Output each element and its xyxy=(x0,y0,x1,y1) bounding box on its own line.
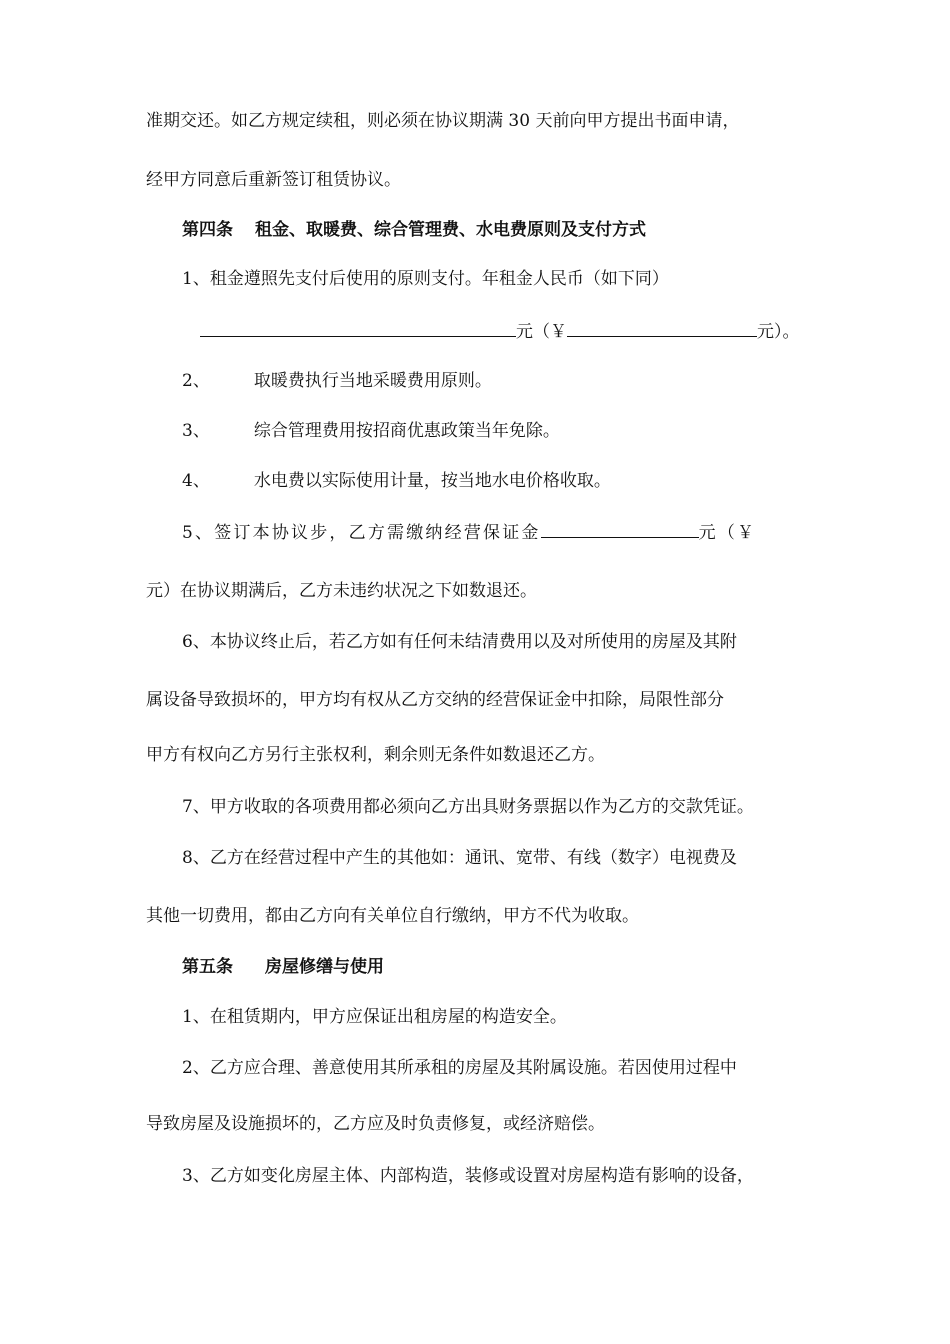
rent-amount-line xyxy=(200,320,800,343)
article-4-label: 第四条 xyxy=(182,220,233,240)
article-5-label: 第五条 xyxy=(182,957,233,977)
clause-4-3 xyxy=(182,420,560,442)
clause-4-6: 6、本协议终止后，若乙方如有任何未结清费用以及对所使用的房屋及其附 xyxy=(182,632,737,652)
body-line: 导致房屋及设施损坏的，乙方应及时负责修复，或经济赔偿。 xyxy=(146,1114,605,1134)
body-line: 元）在协议期满后，乙方未违约状况之下如数退还。 xyxy=(146,581,537,601)
body-line: 甲方有权向乙方另行主张权利，剩余则无条件如数退还乙方。 xyxy=(146,745,605,765)
clause-4-2 xyxy=(182,370,492,392)
rent-amount-close: 元）。 xyxy=(757,322,800,342)
deposit-amount-blank[interactable] xyxy=(541,521,699,538)
clause-4-8: 8、乙方在经营过程中产生的其他如：通讯、宽带、有线（数字）电视费及 xyxy=(182,848,737,868)
article-5-heading xyxy=(182,956,384,978)
body-line: 准期交还。如乙方规定续租，则必须在协议期满 30 天前向甲方提出书面申请， xyxy=(146,111,740,131)
clause-5-3: 3、乙方如变化房屋主体、内部构造，装修或设置对房屋构造有影响的设备， xyxy=(182,1166,754,1186)
article-5-title: 房屋修缮与使用 xyxy=(265,957,384,977)
clause-4-1: 1、租金遵照先支付后使用的原则支付。年租金人民币（如下同） xyxy=(182,269,669,289)
article-4-heading xyxy=(182,219,646,241)
clause-text: 取暖费执行当地采暖费用原则。 xyxy=(253,371,492,391)
clause-5-1: 1、在租赁期内，甲方应保证出租房屋的构造安全。 xyxy=(182,1007,567,1027)
rent-amount-unit: 元（￥ xyxy=(516,322,567,342)
clause-number: 2、 xyxy=(182,371,210,391)
clause-text: 水电费以实际使用计量，按当地水电价格收取。 xyxy=(253,471,611,491)
clause-number: 3、 xyxy=(182,421,210,441)
clause-4-4 xyxy=(182,470,611,492)
clause-text: 5、签订本协议步，乙方需缴纳经营保证金 xyxy=(182,523,541,543)
clause-number: 4、 xyxy=(182,471,210,491)
clause-5-2: 2、乙方应合理、善意使用其所承租的房屋及其附属设施。若因使用过程中 xyxy=(182,1058,737,1078)
clause-4-5 xyxy=(182,521,756,544)
body-line: 其他一切费用，都由乙方向有关单位自行缴纳，甲方不代为收取。 xyxy=(146,906,639,926)
rent-amount-blank[interactable] xyxy=(200,320,516,337)
clause-4-7: 7、甲方收取的各项费用都必须向乙方出具财务票据以作为乙方的交款凭证。 xyxy=(182,797,754,817)
clause-text: 综合管理费用按招商优惠政策当年免除。 xyxy=(253,421,560,441)
rent-amount-figures-blank[interactable] xyxy=(567,320,757,337)
body-line: 属设备导致损坏的，甲方均有权从乙方交纳的经营保证金中扣除，局限性部分 xyxy=(146,690,724,710)
deposit-unit: 元（￥ xyxy=(698,523,757,543)
body-line: 经甲方同意后重新签订租赁协议。 xyxy=(146,170,401,190)
article-4-title: 租金、取暖费、综合管理费、水电费原则及支付方式 xyxy=(255,220,646,240)
